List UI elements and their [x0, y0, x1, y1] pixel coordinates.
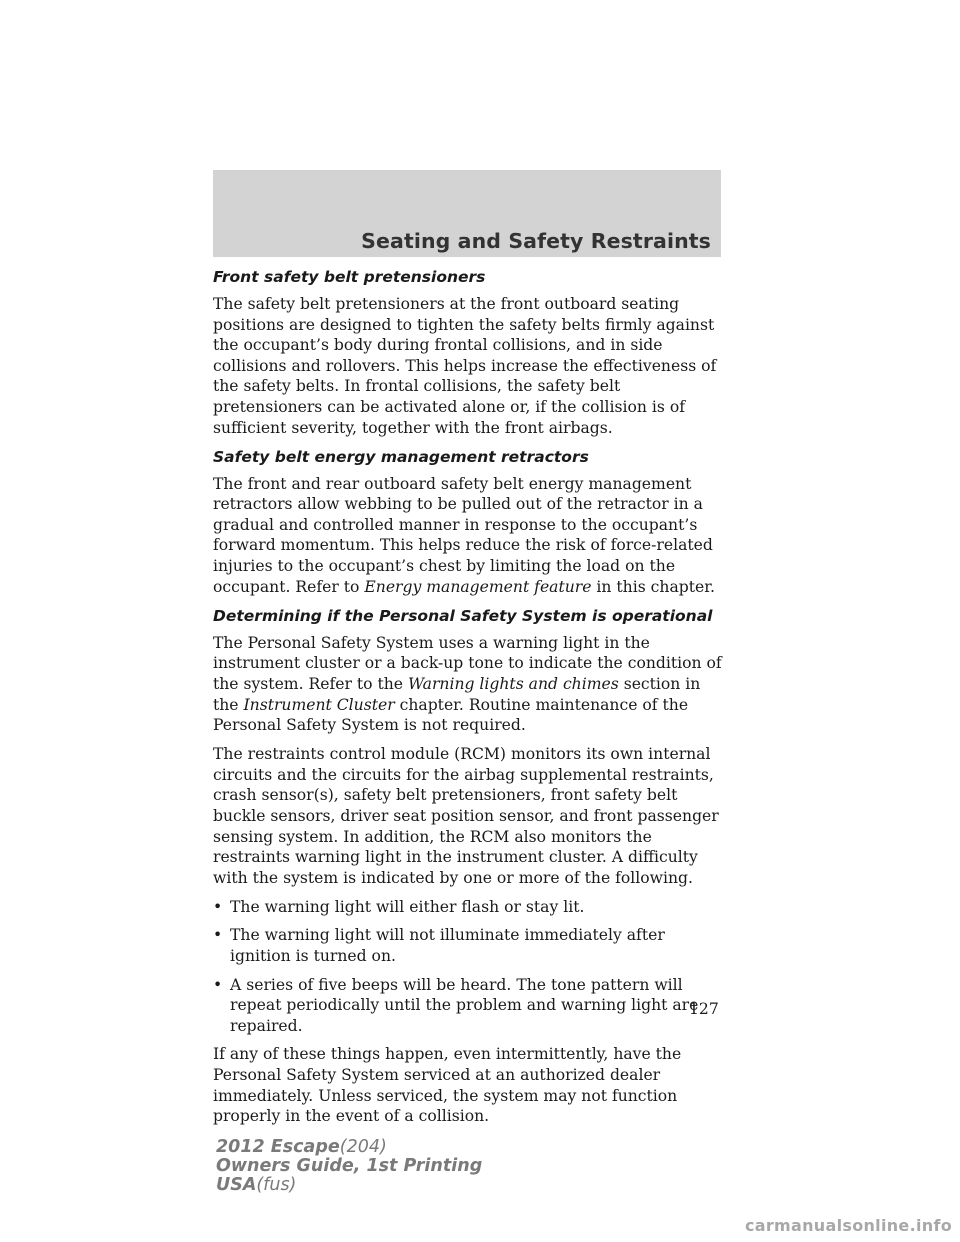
cross-reference-instrument-cluster: Instrument Cluster	[243, 695, 395, 714]
print-footer	[216, 1138, 482, 1195]
page-content	[213, 267, 723, 1135]
heading-operational: Determining if the Personal Safety System is operational	[213, 606, 713, 625]
bullet-icon: •	[213, 897, 223, 916]
retractors-text-start: The front and rear outboard safety belt energy management retractors allow webbing to be pulled out of the retractor in a gradual and controlled manner in response to the occupant’s forward momentum. This helps reduce the risk of force-related injuries to the occupant’s chest by limiting the load on the occupant. Refer to	[213, 474, 713, 596]
paragraph-operational-1	[213, 633, 723, 736]
site-watermark: carmanualsonline.info	[744, 1216, 952, 1235]
paragraph-pretensioners: The safety belt pretensioners at the front outboard seating positions are designed to tighten the safety belts firmly against the occupant’s body during frontal collisions, and in side collisions and rollovers. This helps increase the effectiveness of the safety belts. In frontal collisions, the safety belt pretensioners can be activated alone or, if the collision is of sufficient severity, together with the front airbags.	[213, 295, 717, 437]
heading-pretensioners: Front safety belt pretensioners	[213, 268, 486, 286]
list-item	[213, 897, 723, 918]
page-number: 127	[689, 1000, 719, 1018]
footer-line-model	[216, 1138, 482, 1157]
bullet-icon: •	[213, 926, 223, 945]
section-header-band	[213, 170, 721, 257]
footer-line-market	[216, 1176, 482, 1195]
list-item-text: A series of five beeps will be heard. The tone pattern will repeat periodically until the problem and warning light are repaired.	[230, 975, 699, 1035]
list-item	[213, 975, 723, 1037]
cross-reference-warning-lights: Warning lights and chimes	[408, 674, 619, 693]
footer-line-guide: Owners Guide, 1st Printing	[216, 1156, 483, 1176]
bullet-icon: •	[213, 975, 223, 994]
paragraph-retractors	[213, 474, 723, 598]
list-item-text: The warning light will either flash or stay lit.	[230, 897, 585, 916]
paragraph-operational-3: If any of these things happen, even intermittently, have the Personal Safety System serviced at an authorized dealer immediately. Unless serviced, the system may not function properly in the event of a collision.	[213, 1045, 682, 1126]
cross-reference-energy-management: Energy management feature	[364, 577, 592, 596]
operational-p1-start: The Personal Safety System uses a warning light in the instrument cluster or a back-up tone to indicate the condition of the system. Refer to the	[213, 633, 722, 693]
retractors-text-end: in this chapter.	[591, 577, 715, 596]
operational-p1-end: chapter. Routine maintenance of the Personal Safety System is not required.	[213, 695, 689, 735]
footer-market: USA	[216, 1175, 257, 1195]
heading-retractors: Safety belt energy management retractors	[213, 447, 589, 466]
footer-model: 2012 Escape	[216, 1137, 340, 1157]
operational-p1-mid: section in the	[213, 674, 701, 714]
footer-model-code: (204)	[339, 1137, 387, 1157]
list-item-text: The warning light will not illuminate immediately after ignition is turned on.	[230, 926, 665, 966]
paragraph-operational-2: The restraints control module (RCM) monitors its own internal circuits and the circuits for the airbag supplemental restraints, crash sensor(s), safety belt pretensioners, front safety belt buckle sensors, driver seat position sensor, and front passenger sensing system. In addition, the RCM also monitors the restraints warning light in the instrument cluster. A difficulty with the system is indicated by one or more of the following.	[213, 745, 719, 887]
list-item	[213, 925, 723, 966]
section-title: Seating and Safety Restraints	[361, 229, 711, 253]
symptom-list	[213, 897, 723, 1037]
footer-market-code: (fus)	[256, 1175, 297, 1195]
